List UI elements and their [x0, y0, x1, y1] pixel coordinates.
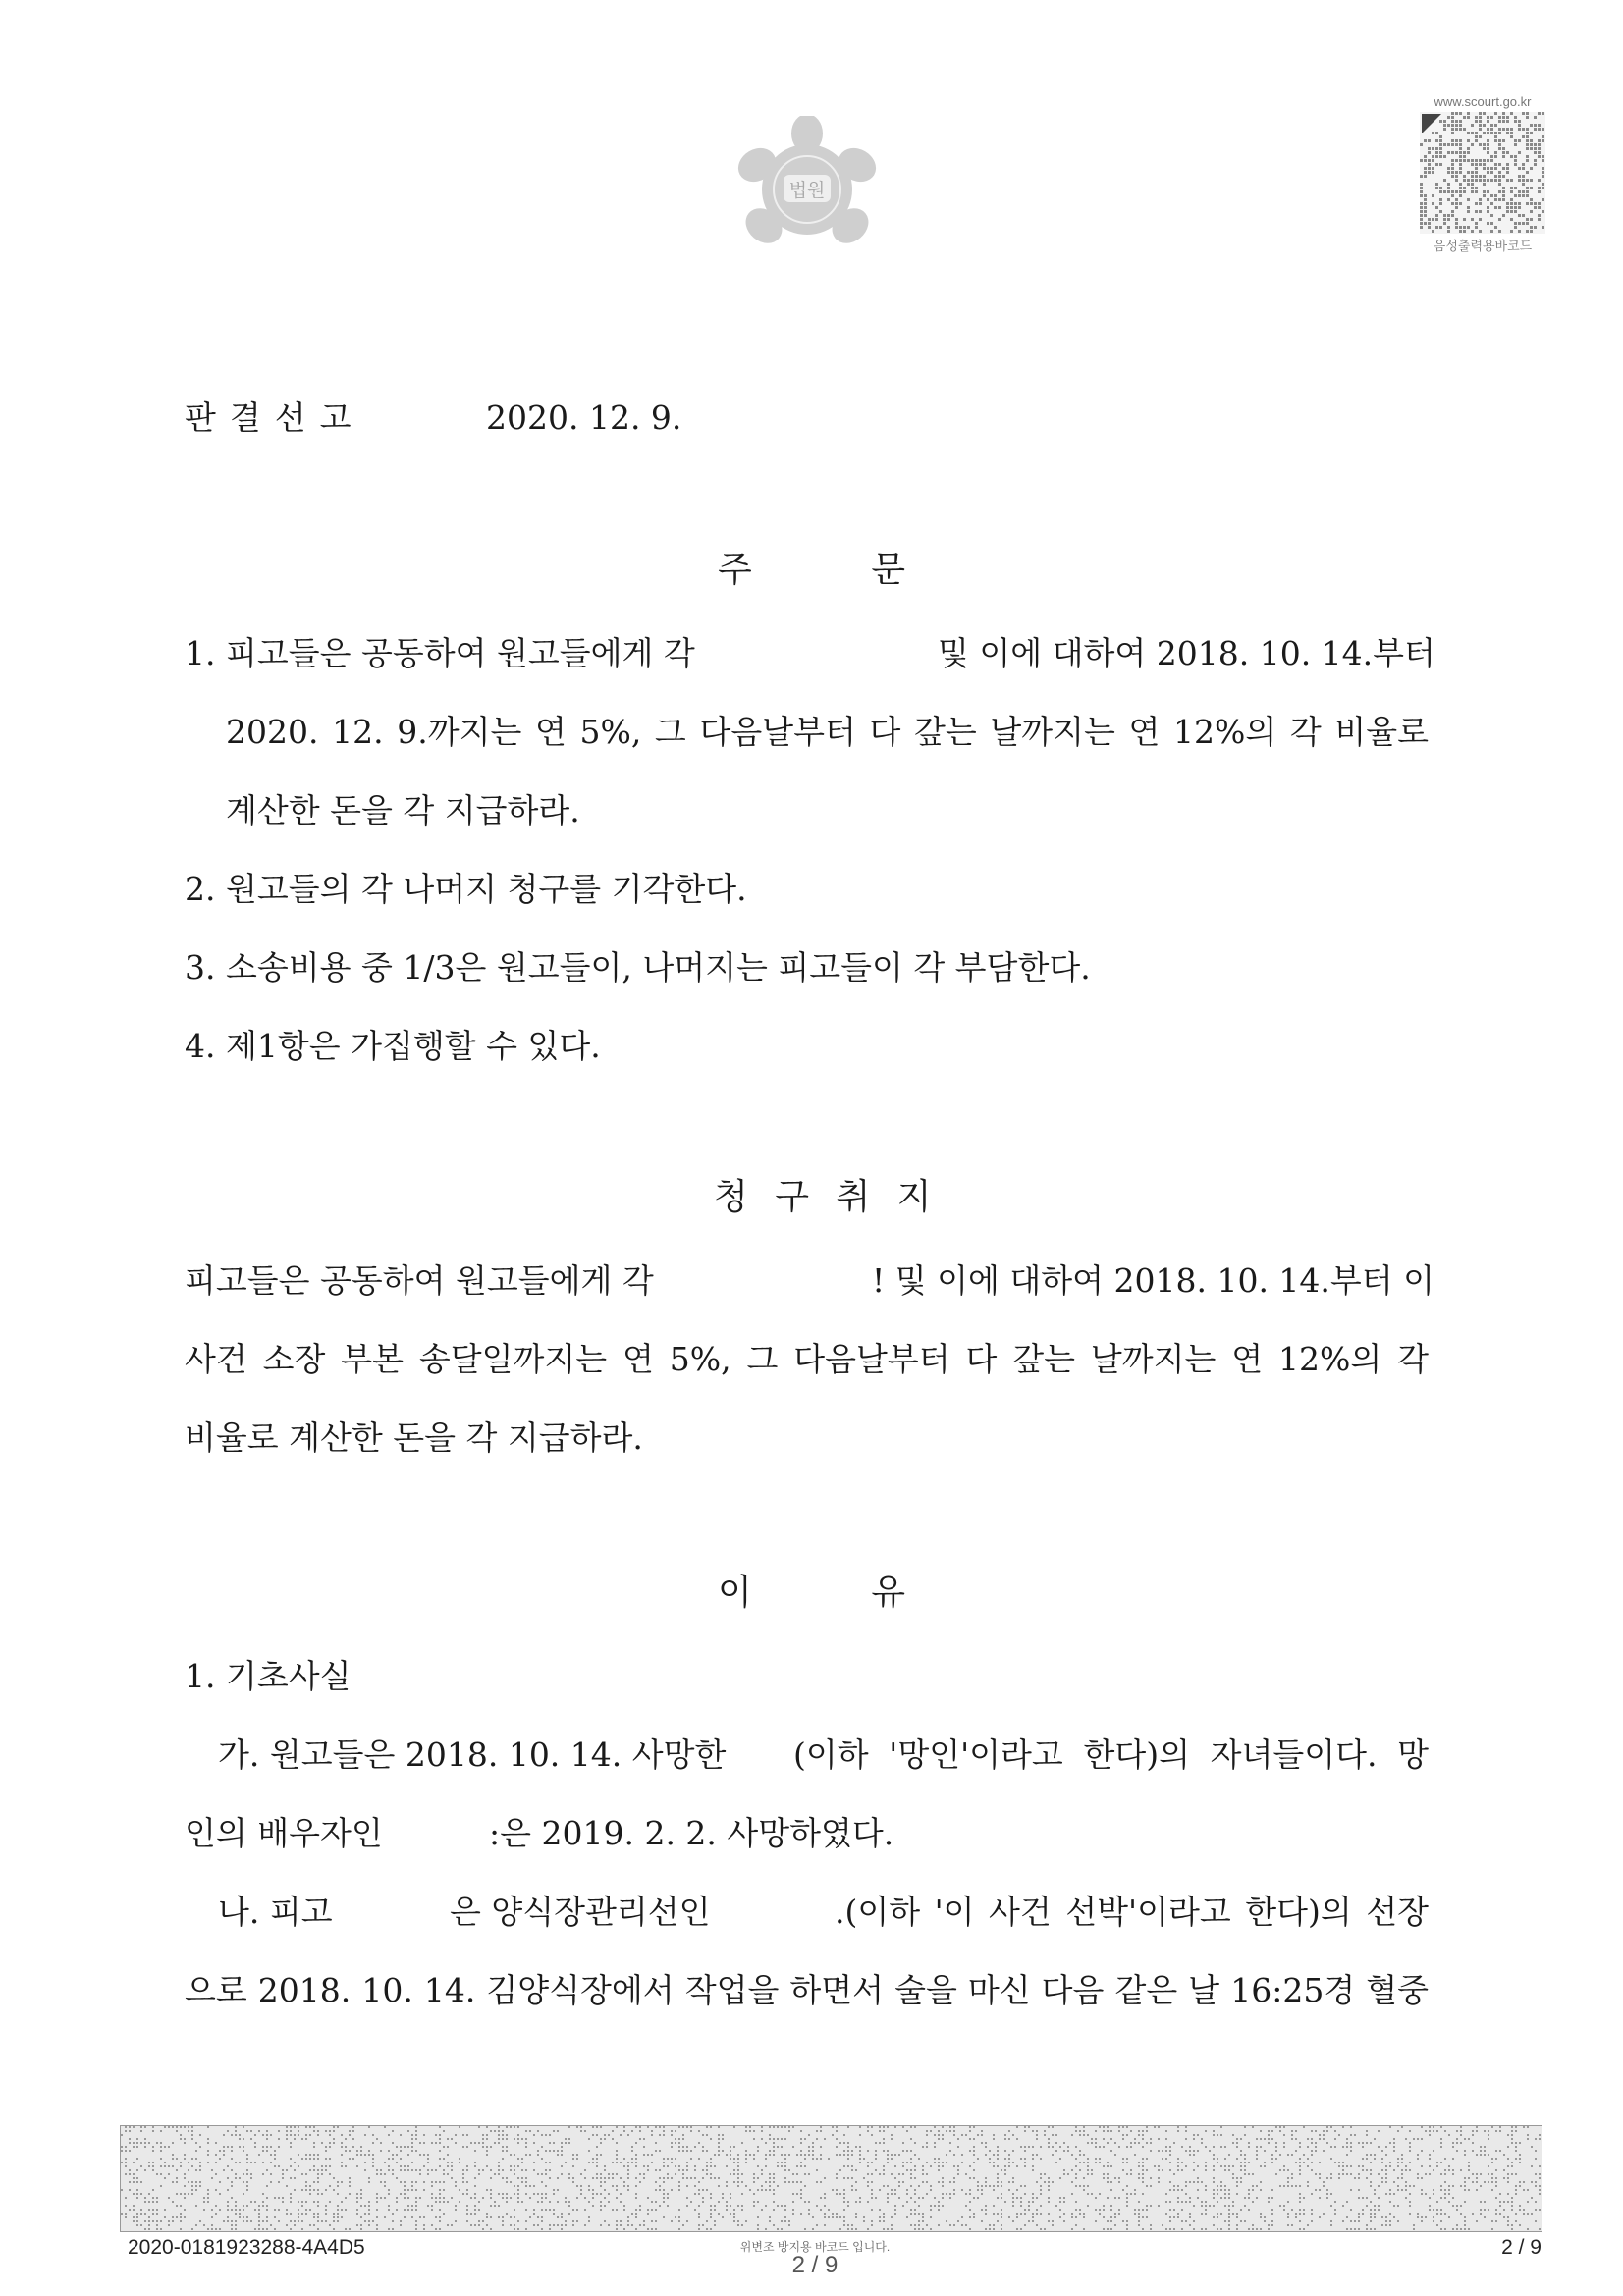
reasons-line-2a: 인의 배우자인 [185, 1814, 383, 1852]
declaration-label: 판결선고 [185, 399, 365, 437]
qr-code [1420, 112, 1545, 234]
reasons-line-4: 으로 2018. 10. 14. 김양식장에서 작업을 하면서 술을 마신 다음 같은 날 16:25경 혈중 [185, 1971, 1429, 2009]
reasons-line-3a: 나. 피고 [218, 1893, 333, 1931]
court-seal-emblem [729, 116, 886, 263]
reasons-line-1a: 가. 원고들은 2018. 10. 14. 사망한 [218, 1735, 727, 1774]
barcode-note: 위변조 방지용 바코드 입니다. [739, 2240, 891, 2254]
claim-line-3: 비율로 계산한 돈을 각 지급하라. [185, 1418, 643, 1457]
reasons-heading: 이 유 [718, 1573, 905, 1613]
court-seal [729, 116, 886, 263]
section1-title: 1. 기초사실 [185, 1657, 352, 1695]
anti-forgery-barcode-pattern [121, 2126, 1542, 2231]
order-line-4: 2. 원고들의 각 나머지 청구를 기각한다. [185, 870, 747, 908]
order-line-3: 계산한 돈을 각 지급하라. [226, 791, 580, 829]
qr-code-pattern [1420, 112, 1545, 234]
order-line-2: 2020. 12. 9.까지는 연 5%, 그 다음날부터 다 갚는 날까지는 연 12%의 각 비율로 [226, 713, 1429, 751]
seal-text: 법원 [788, 180, 826, 201]
claim-line-1a: 피고들은 공동하여 원고들에게 각 [185, 1261, 654, 1300]
reasons-line-3b: 은 양식장관리선인 [450, 1893, 711, 1931]
reasons-line-3c: .(이하 '이 사건 선박'이라고 한다)의 선장 [835, 1893, 1429, 1931]
order-line-5: 3. 소송비용 중 1/3은 원고들이, 나머지는 피고들이 각 부담한다. [185, 948, 1091, 987]
claim-line-2: 사건 소장 부본 송달일까지는 연 5%, 그 다음날부터 다 갚는 날까지는 연 12%의 각 [185, 1340, 1429, 1378]
order-line-1b: 및 이에 대하여 2018. 10. 14.부터 [938, 634, 1435, 672]
order-line-1a: 1. 피고들은 공동하여 원고들에게 각 [185, 634, 695, 672]
anti-forgery-barcode [120, 2125, 1542, 2232]
order-heading: 주 문 [718, 550, 905, 590]
reasons-line-1b: (이하 '망인'이라고 한다)의 자녀들이다. 망 [793, 1735, 1429, 1774]
qr-site-url: www.scourt.go.kr [1434, 94, 1532, 109]
declaration-date: 2020. 12. 9. [486, 399, 682, 437]
page-number: 2 / 9 [1501, 2236, 1542, 2259]
order-line-6: 4. 제1항은 가집행할 수 있다. [185, 1027, 601, 1065]
page-indicator-center: 2 / 9 [791, 2252, 839, 2278]
claim-heading: 청 구 취 지 [714, 1177, 940, 1217]
qr-caption: 음성출력용바코드 [1433, 239, 1533, 253]
claim-line-1b: ! 및 이에 대하여 2018. 10. 14.부터 이 [872, 1261, 1435, 1300]
document-id: 2020-0181923288-4A4D5 [128, 2236, 365, 2259]
reasons-line-2b: :은 2019. 2. 2. 사망하였다. [489, 1814, 894, 1852]
